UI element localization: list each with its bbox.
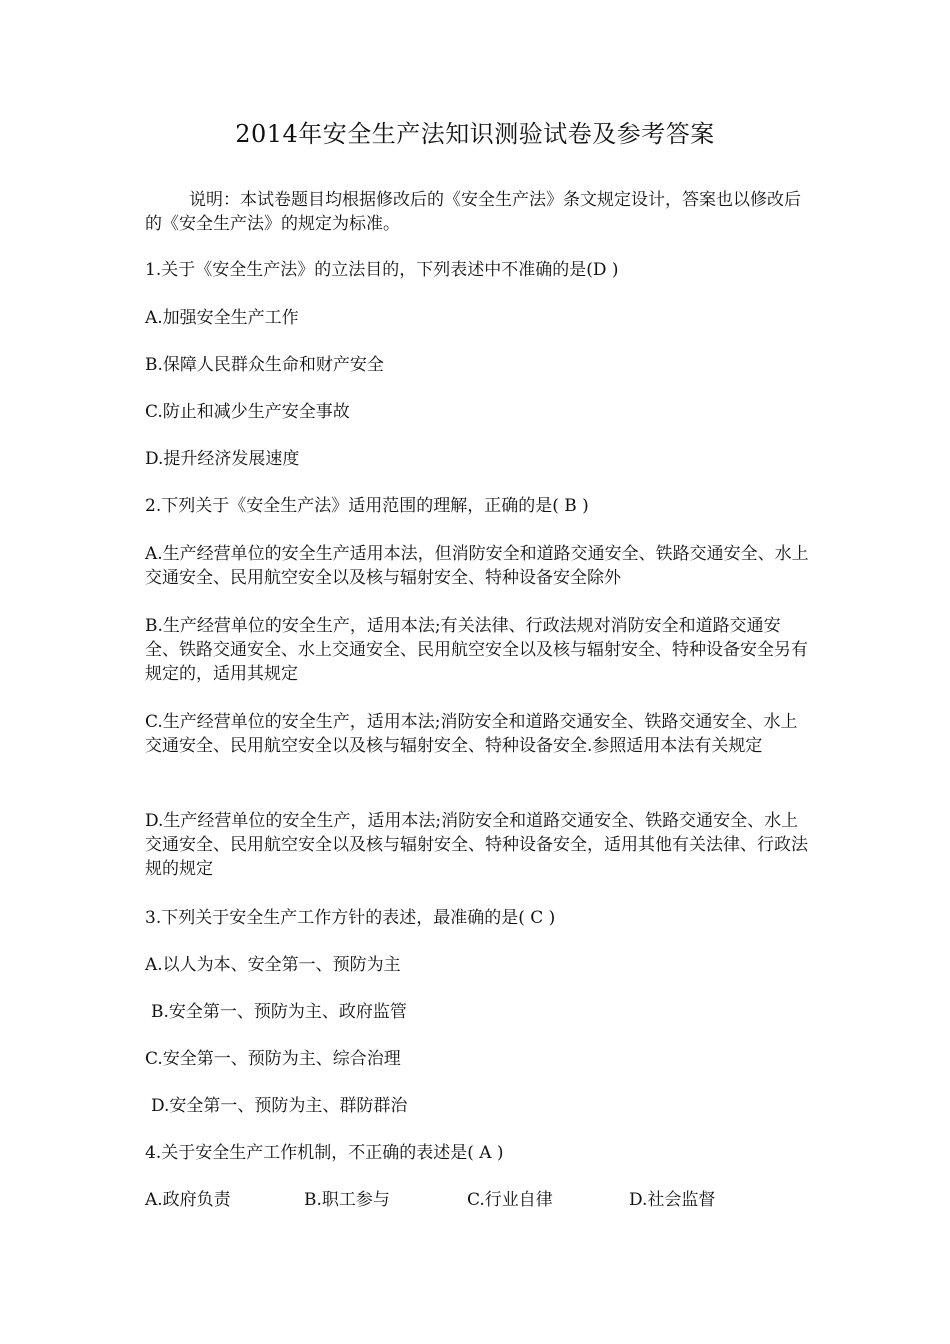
intro-paragraph: 说明：本试卷题目均根据修改后的《安全生产法》条文规定设计，答案也以修改后的《安全生产法》的规定为标准。 xyxy=(145,190,801,234)
q3-question: 3.下列关于安全生产工作方针的表述，最准确的是( C ) xyxy=(145,908,556,928)
q1-question: 1.关于《安全生产法》的立法目的，下列表述中不准确的是(D ) xyxy=(145,260,619,280)
q4-option-b: B.职工参与 xyxy=(304,1190,390,1210)
q3-option-d: D.安全第一、预防为主、群防群治 xyxy=(151,1096,408,1116)
q2-option-a: A.生产经营单位的安全生产适用本法，但消防安全和道路交通安全、铁路交通安全、水上交通安全、民用航空安全以及核与辐射安全、特种设备安全除外 xyxy=(145,544,809,588)
q4-option-a: A.政府负责 xyxy=(145,1190,231,1210)
q2-option-d: D.生产经营单位的安全生产，适用本法;消防安全和道路交通安全、铁路交通安全、水上交通安全、民用航空安全以及核与辐射安全、特种设备安全，适用其他有关法律、行政法规的规定 xyxy=(145,811,808,879)
q4-option-c: C.行业自律 xyxy=(467,1190,553,1210)
document-title: 2014年安全生产法知识测验试卷及参考答案 xyxy=(235,120,715,148)
q4-question: 4.关于安全生产工作机制，不正确的表述是( A ) xyxy=(145,1143,504,1163)
q3-option-a: A.以人为本、安全第一、预防为主 xyxy=(145,955,401,975)
q1-option-c: C.防止和减少生产安全事故 xyxy=(145,402,350,422)
q2-option-c: C.生产经营单位的安全生产，适用本法;消防安全和道路交通安全、铁路交通安全、水上交通安全、民用航空安全以及核与辐射安全、特种设备安全.参照适用本法有关规定 xyxy=(145,712,798,756)
q3-option-c: C.安全第一、预防为主、综合治理 xyxy=(145,1049,401,1069)
q2-question: 2.下列关于《安全生产法》适用范围的理解，正确的是( B ) xyxy=(145,496,589,516)
q1-option-d: D.提升经济发展速度 xyxy=(145,449,300,469)
q4-option-d: D.社会监督 xyxy=(629,1190,716,1210)
q1-option-b: B.保障人民群众生命和财产安全 xyxy=(145,355,384,375)
q1-option-a: A.加强安全生产工作 xyxy=(145,308,299,328)
q3-option-b: B.安全第一、预防为主、政府监管 xyxy=(151,1002,407,1022)
q2-option-b: B.生产经营单位的安全生产，适用本法;有关法律、行政法规对消防安全和道路交通安全、铁路交通安全、水上交通安全、民用航空安全以及核与辐射安全、特种设备安全另有规定的，适用其规定 xyxy=(145,616,808,684)
